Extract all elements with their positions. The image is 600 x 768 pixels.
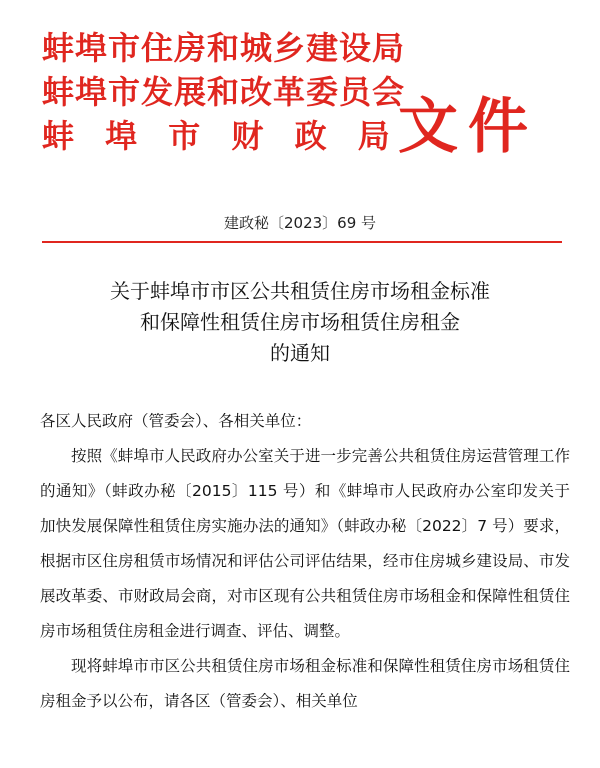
salutation: 各区人民政府（管委会）、各相关单位：: [40, 412, 312, 430]
document-title: [20, 276, 580, 369]
title-line: 和保障性租赁住房市场租赁住房租金: [140, 310, 460, 334]
body-paragraph: 按照《蚌埠市人民政府办公室关于进一步完善公共租赁住房运营管理工作的通知》（蚌政办秘〔2015〕115 号）和《蚌埠市人民政府办公室印发关于加快发展保障性租赁住房实施办法的通知》（蚌政办秘〔2022〕7 号）要求，根据市区住房租赁市场情况和评估公司评估结果，经市住房城乡建设局、市发展改革委、市财政局会商，对市区现有公共租赁住房市场租金和保障性租赁住房市场租赁住房租金进行调查、评估、调整。: [40, 447, 570, 640]
red-separator-line: [42, 241, 562, 243]
title-line: 关于蚌埠市市区公共租赁住房市场租金标准: [110, 279, 490, 303]
issuer-finance-bureau: 蚌 埠 市 财 政 局: [42, 117, 400, 155]
document-type-mark: 文件: [398, 92, 538, 162]
issuer-development-reform-commission: 蚌埠市发展和改革委员会: [42, 73, 406, 111]
document-number: 建政秘〔2023〕69 号: [223, 214, 377, 232]
body-paragraph: 现将蚌埠市市区公共租赁住房市场租金标准和保障性租赁住房市场租赁住房租金予以公布，请各区（管委会）、相关单位: [40, 657, 570, 710]
title-line: 的通知: [270, 341, 330, 365]
document-body: [40, 404, 570, 719]
issuer-housing-bureau: 蚌埠市住房和城乡建设局: [42, 29, 406, 67]
issuing-authorities: [42, 26, 406, 158]
